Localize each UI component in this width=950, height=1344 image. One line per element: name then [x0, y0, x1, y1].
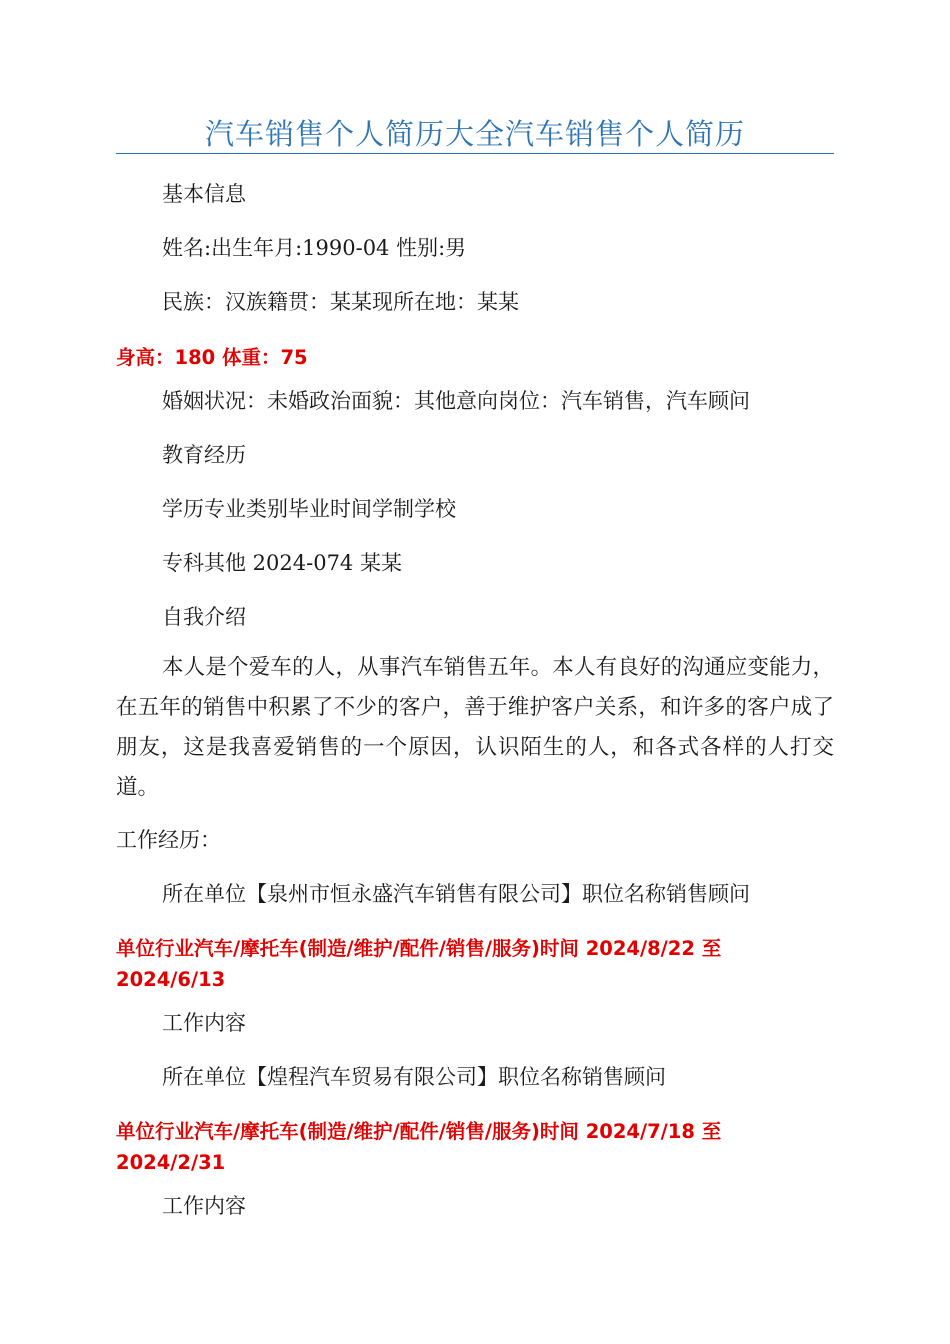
- marital-political-position-line: 婚姻状况：未婚政治面貌：其他意向岗位：汽车销售，汽车顾问: [162, 389, 750, 413]
- title-underline: [116, 153, 834, 154]
- job-2-company-line: 所在单位【煌程汽车贸易有限公司】职位名称销售顾问: [162, 1065, 666, 1089]
- document-title: 汽车销售个人简历大全汽车销售个人简历: [204, 117, 745, 151]
- work-experience-heading: 工作经历：: [116, 828, 221, 852]
- job-2-industry-period: 单位行业汽车/摩托车(制造/维护/配件/销售/服务)时间 2024/7/18 至 2024/2/31: [116, 1120, 722, 1174]
- name-birth-gender-line: 姓名:出生年月:1990-04 性别:男: [162, 236, 467, 260]
- ethnic-origin-location-line: 民族：汉族籍贯：某某现所在地：某某: [162, 290, 519, 314]
- basic-info-heading: 基本信息: [162, 182, 246, 206]
- self-intro-heading: 自我介绍: [162, 605, 246, 629]
- job-2-content-label: 工作内容: [162, 1194, 246, 1218]
- job-1-company-line: 所在单位【泉州市恒永盛汽车销售有限公司】职位名称销售顾问: [162, 882, 750, 906]
- self-intro-paragraph: 本人是个爱车的人，从事汽车销售五年。本人有良好的沟通应变能力，在五年的销售中积累了不少的客户，善于维护客户关系，和许多的客户成了朋友，这是我喜爱销售的一个原因，认识陌生的人，和各式各样的人打交道。: [116, 655, 834, 800]
- job-1-industry-period: 单位行业汽车/摩托车(制造/维护/配件/销售/服务)时间 2024/8/22 至 2024/6/13: [116, 937, 722, 991]
- job-1-content-label: 工作内容: [162, 1011, 246, 1035]
- education-table-header: 学历专业类别毕业时间学制学校: [162, 497, 456, 521]
- education-table-row: 专科其他 2024-074 某某: [162, 551, 402, 575]
- height-weight-line: 身高：180 体重：75: [116, 346, 308, 369]
- education-heading: 教育经历: [162, 443, 246, 467]
